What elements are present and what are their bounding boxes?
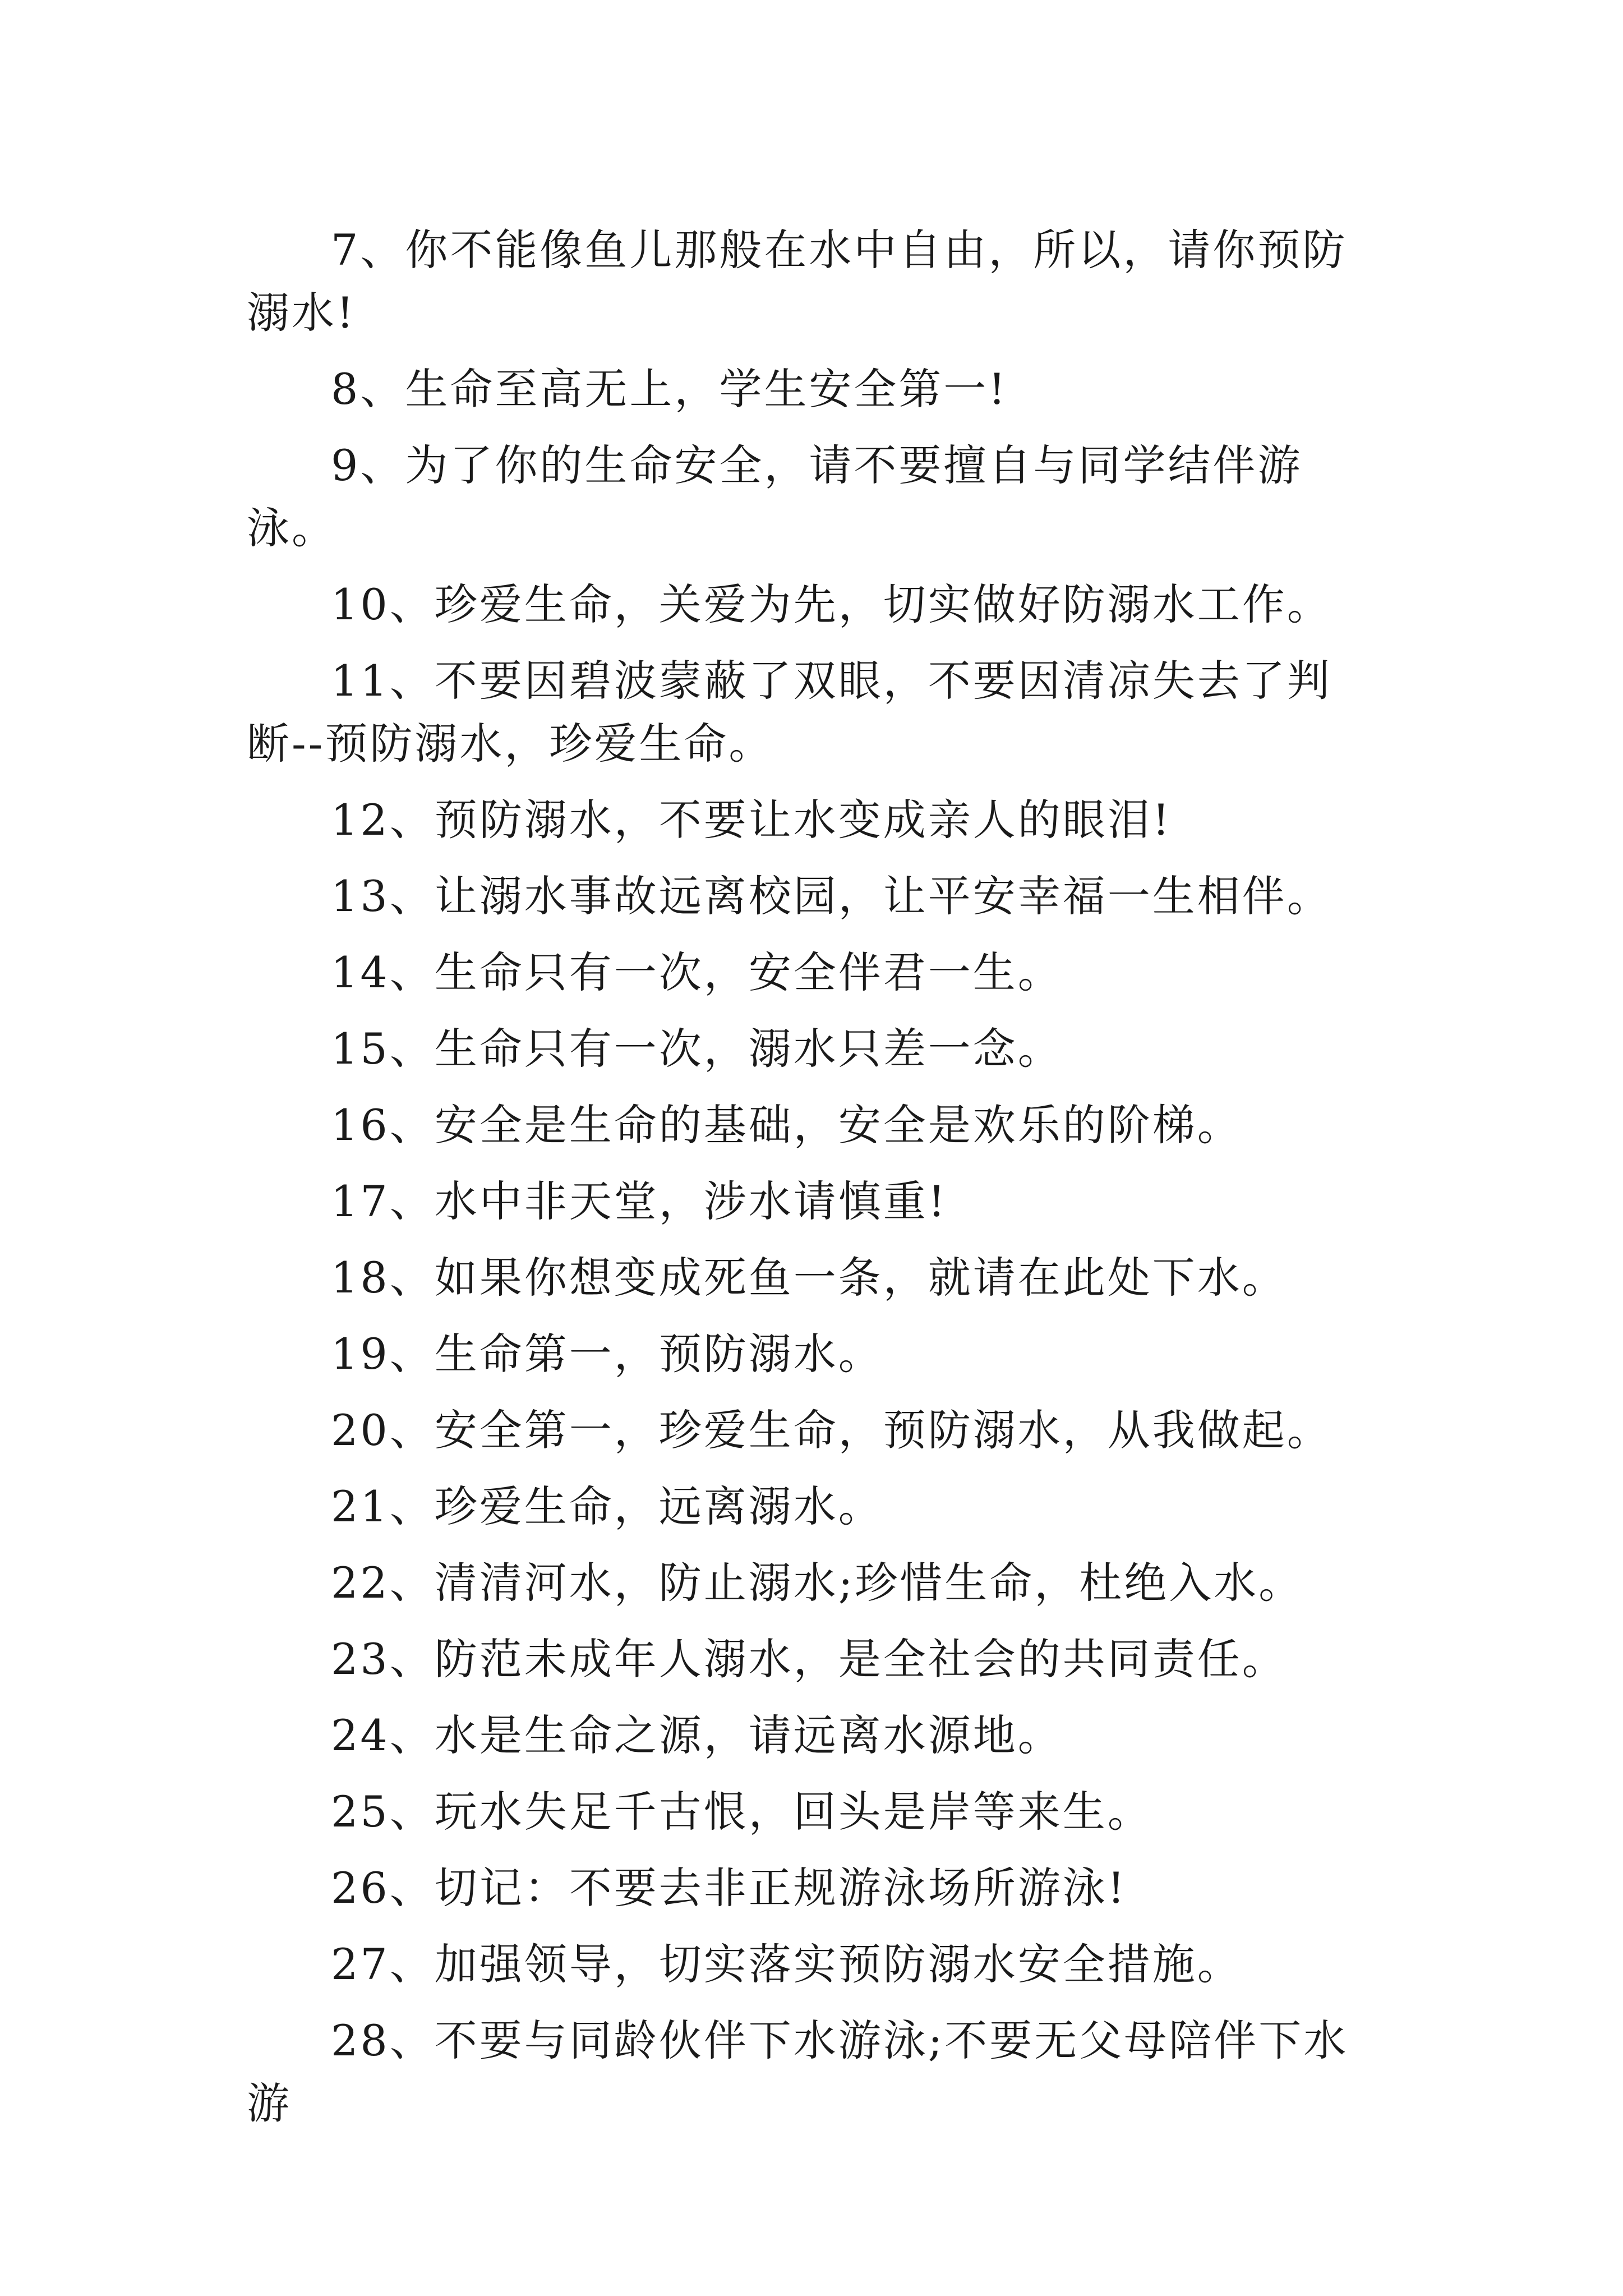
slogan-paragraph: 8、生命至高无上，学生安全第一! [331, 364, 1008, 414]
slogan-paragraph: 20、安全第一，珍爱生命，预防溺水，从我做起。 [331, 1405, 1332, 1455]
slogan-paragraph: 15、生命只有一次，溺水只差一念。 [331, 1024, 1063, 1074]
slogan-paragraph: 7、你不能像鱼儿那般在水中自由，所以，请你预防溺水! [247, 225, 1348, 338]
slogan-paragraph: 10、珍爱生命，关爱为先，切实做好防溺水工作。 [331, 579, 1332, 629]
slogan-paragraph: 19、生命第一，预防溺水。 [331, 1329, 883, 1379]
slogan-paragraph: 14、生命只有一次，安全伴君一生。 [331, 947, 1063, 997]
slogan-paragraph: 26、切记：不要去非正规游泳场所游泳! [331, 1863, 1127, 1913]
slogan-paragraph: 18、如果你想变成死鱼一条，就请在此处下水。 [331, 1253, 1287, 1303]
slogan-paragraph: 17、水中非天堂，涉水请慎重! [331, 1176, 948, 1226]
slogan-paragraph: 22、清清河水，防止溺水;珍惜生命，杜绝入水。 [331, 1558, 1304, 1608]
slogan-paragraph: 27、加强领导，切实落实预防溺水安全措施。 [331, 1939, 1242, 1989]
document-body [247, 219, 1377, 2148]
slogan-paragraph: 9、为了你的生命安全，请不要擅自与同学结伴游泳。 [247, 440, 1303, 553]
slogan-paragraph: 13、让溺水事故远离校园，让平安幸福一生相伴。 [331, 871, 1332, 921]
slogan-paragraph: 25、玩水失足千古恨，回头是岸等来生。 [331, 1787, 1152, 1837]
slogan-paragraph: 23、防范未成年人溺水，是全社会的共同责任。 [331, 1634, 1287, 1684]
slogan-paragraph: 12、预防溺水，不要让水变成亲人的眼泪! [331, 795, 1172, 845]
slogan-paragraph: 28、不要与同龄伙伴下水游泳;不要无父母陪伴下水游 [247, 2016, 1349, 2128]
slogan-paragraph: 11、不要因碧波蒙蔽了双眼，不要因清凉失去了判断--预防溺水，珍爱生命。 [247, 656, 1332, 769]
slogan-paragraph: 24、水是生命之源，请远离水源地。 [331, 1710, 1063, 1760]
slogan-paragraph: 16、安全是生命的基础，安全是欢乐的阶梯。 [331, 1100, 1242, 1150]
slogan-paragraph: 21、珍爱生命，远离溺水。 [331, 1481, 883, 1531]
